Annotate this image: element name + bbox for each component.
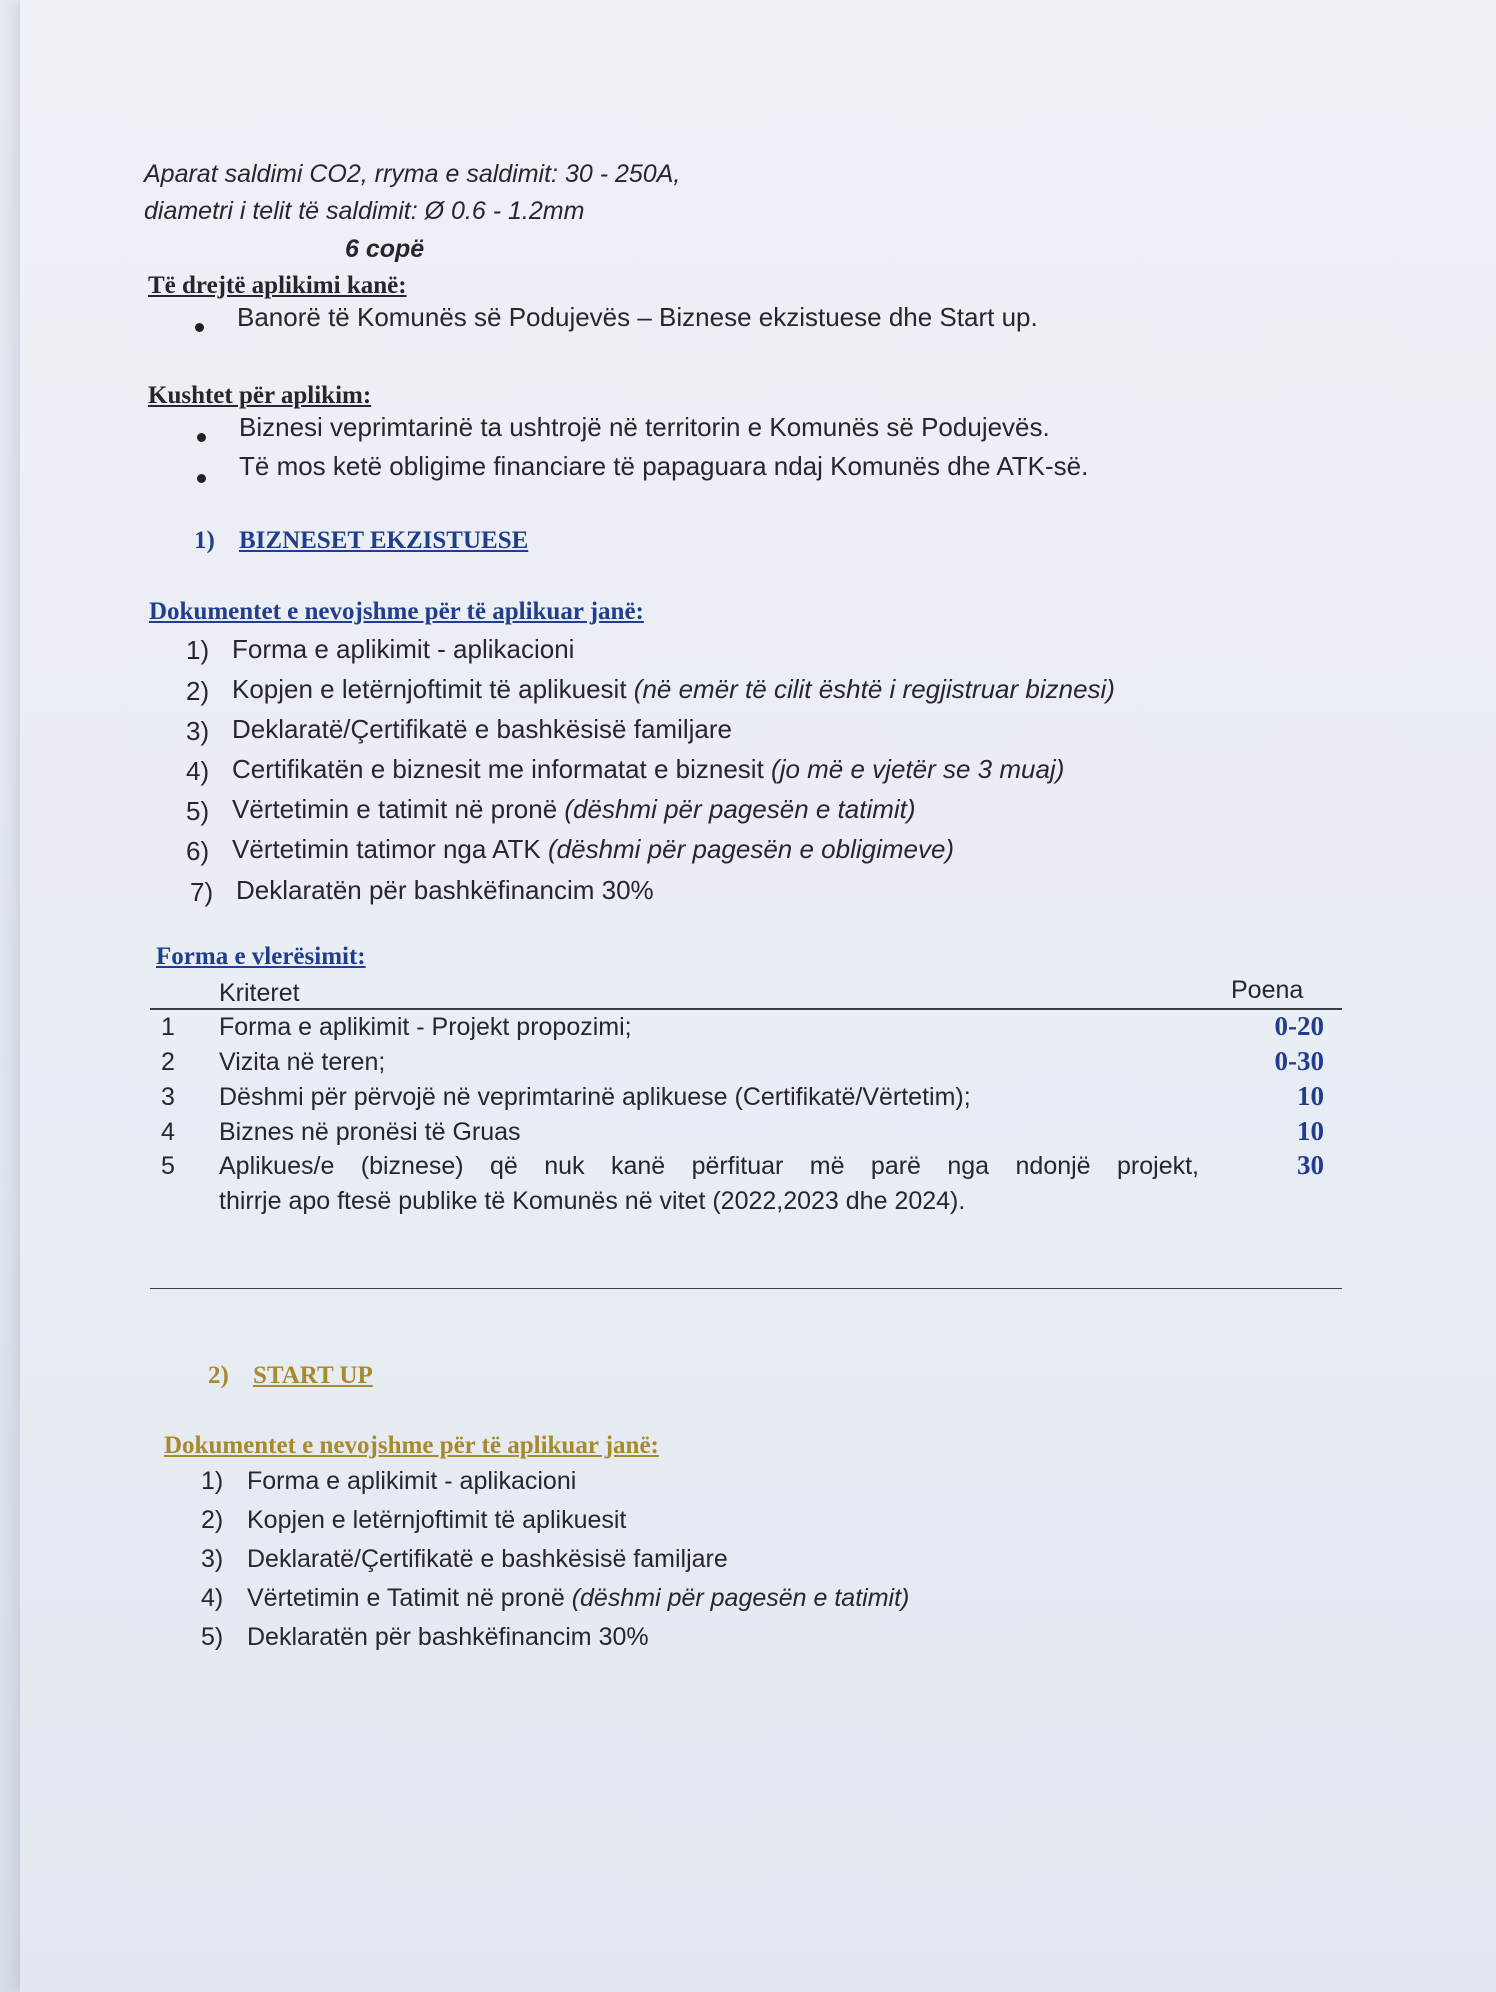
eligibility-heading: Të drejtë aplikimi kanë: bbox=[148, 272, 407, 299]
row-criterion-continued: thirrje apo ftesë publike të Komunës në vitet (2022,2023 dhe 2024). bbox=[219, 1187, 966, 1215]
condition-item: Të mos ketë obligime financiare të papaguara ndaj Komunës dhe ATK-së. bbox=[239, 451, 1089, 481]
conditions-heading: Kushtet për aplikim: bbox=[148, 382, 372, 409]
list-item-number: 5) bbox=[201, 1623, 224, 1651]
row-criterion: Dëshmi për përvojë në veprimtarinë aplikuese (Certifikatë/Vërtetim); bbox=[219, 1083, 971, 1111]
list-item: Deklaratën për bashkëfinancim 30% bbox=[247, 1623, 649, 1651]
equipment-line-2: diametri i telit të saldimit: Ø 0.6 - 1.2mm bbox=[144, 197, 585, 225]
list-item-number: 6) bbox=[186, 836, 210, 866]
list-item-number: 4) bbox=[186, 756, 210, 786]
list-item-number: 4) bbox=[201, 1584, 224, 1612]
row-points: 0-30 bbox=[1274, 1046, 1324, 1076]
equipment-line-1: Aparat saldimi CO2, rryma e saldimit: 30 - 250A, bbox=[144, 160, 681, 188]
list-item: Forma e aplikimit - aplikacioni bbox=[247, 1467, 577, 1495]
list-item: Vërtetimin e tatimit në pronë (dëshmi për pagesën e tatimit) bbox=[232, 794, 916, 824]
list-item: Kopjen e letërnjoftimit të aplikuesit (në emër të cilit është i regjistruar biznesi) bbox=[232, 674, 1115, 704]
row-criterion: Vizita në teren; bbox=[219, 1048, 386, 1076]
list-item-number: 2) bbox=[186, 676, 210, 706]
list-item-number: 3) bbox=[186, 716, 210, 746]
list-item: Vërtetimin e Tatimit në pronë (dëshmi për pagesën e tatimit) bbox=[247, 1584, 910, 1612]
section2-number: 2) bbox=[208, 1362, 229, 1389]
bullet-icon bbox=[197, 474, 206, 483]
row-points: 0-20 bbox=[1274, 1011, 1324, 1041]
list-item-number: 1) bbox=[201, 1467, 224, 1495]
column-header-points: Poena bbox=[1231, 976, 1304, 1004]
list-item: Deklaratë/Çertifikatë e bashkësisë familjare bbox=[232, 714, 732, 744]
list-item: Vërtetimin tatimor nga ATK (dëshmi për pagesën e obligimeve) bbox=[232, 834, 955, 864]
row-criterion: Biznes në pronësi të Gruas bbox=[219, 1118, 521, 1146]
row-points: 30 bbox=[1297, 1150, 1324, 1180]
condition-item: Biznesi veprimtarinë ta ushtrojë në territorin e Komunës së Podujevës. bbox=[239, 412, 1050, 442]
section-divider bbox=[150, 1288, 1342, 1289]
row-criterion: Forma e aplikimit - Projekt propozimi; bbox=[219, 1013, 632, 1041]
section2-title: START UP bbox=[253, 1362, 373, 1389]
list-item: Kopjen e letërnjoftimit të aplikuesit bbox=[247, 1506, 627, 1534]
row-number: 3 bbox=[161, 1083, 175, 1111]
list-item-number: 2) bbox=[201, 1506, 224, 1534]
section1-docs-heading: Dokumentet e nevojshme për të aplikuar janë: bbox=[149, 598, 644, 625]
equipment-quantity: 6 copë bbox=[345, 235, 425, 263]
list-item: Forma e aplikimit - aplikacioni bbox=[232, 634, 575, 664]
document-page bbox=[20, 0, 1496, 1992]
section1-number: 1) bbox=[194, 527, 215, 554]
list-item-number: 7) bbox=[190, 877, 214, 907]
column-header-criteria: Kriteret bbox=[219, 979, 300, 1007]
bullet-icon bbox=[197, 433, 206, 442]
row-number: 1 bbox=[161, 1013, 175, 1041]
list-item-number: 3) bbox=[201, 1545, 224, 1573]
row-number: 4 bbox=[161, 1118, 175, 1146]
section2-docs-heading: Dokumentet e nevojshme për të aplikuar janë: bbox=[164, 1432, 659, 1459]
row-criterion: Aplikues/e (biznese) që nuk kanë përfituar më parë nga ndonjë projekt, bbox=[219, 1152, 1199, 1180]
row-points: 10 bbox=[1297, 1116, 1324, 1146]
evaluation-heading: Forma e vlerësimit: bbox=[156, 943, 366, 970]
table-header-rule bbox=[150, 1008, 1342, 1010]
list-item: Deklaratë/Çertifikatë e bashkësisë familjare bbox=[247, 1545, 728, 1573]
list-item: Deklaratën për bashkëfinancim 30% bbox=[236, 875, 654, 905]
list-item-number: 1) bbox=[186, 635, 210, 665]
row-points: 10 bbox=[1297, 1081, 1324, 1111]
section1-title: BIZNESET EKZISTUESE bbox=[239, 527, 529, 554]
row-number: 2 bbox=[161, 1048, 175, 1076]
row-number: 5 bbox=[161, 1152, 175, 1180]
list-item-number: 5) bbox=[186, 796, 210, 826]
list-item: Certifikatën e biznesit me informatat e biznesit (jo më e vjetër se 3 muaj) bbox=[232, 754, 1065, 784]
eligibility-item: Banorë të Komunës së Podujevës – Biznese ekzistuese dhe Start up. bbox=[237, 302, 1038, 332]
bullet-icon bbox=[195, 323, 204, 332]
